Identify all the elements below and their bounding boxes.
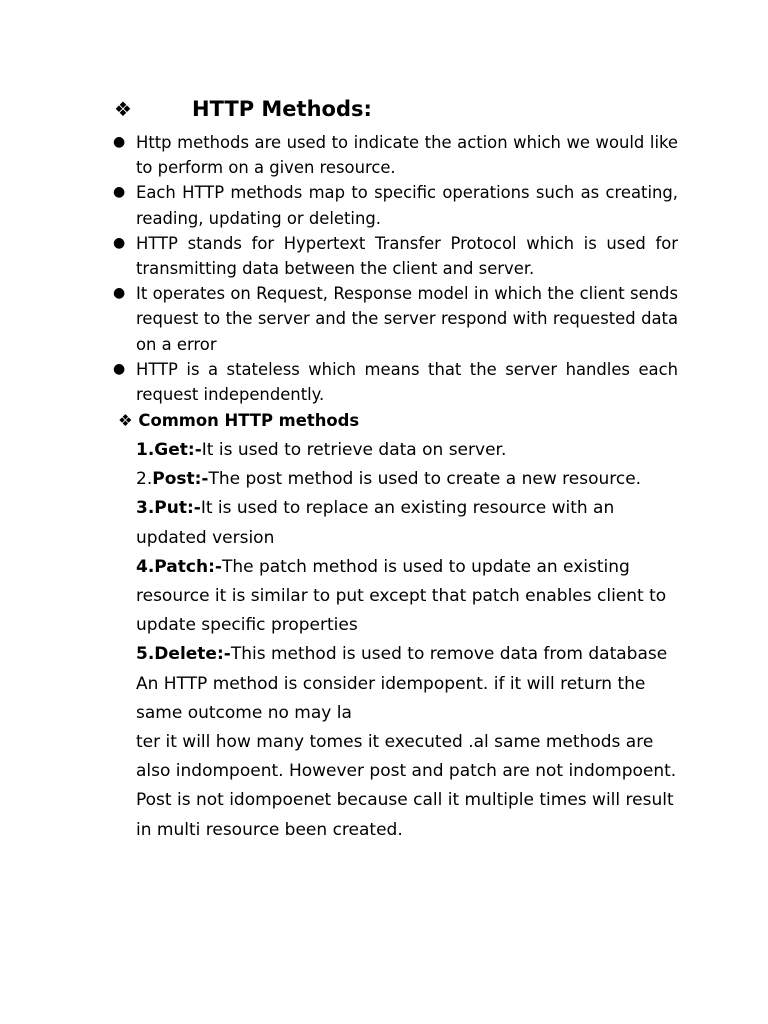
method-number: 5. xyxy=(136,644,155,665)
method-name: Post:- xyxy=(152,469,209,490)
bullet-dot-icon: ● xyxy=(113,184,126,201)
method-number: 2. xyxy=(136,469,153,490)
page-title: HTTP Methods: xyxy=(192,97,372,121)
method-item-patch xyxy=(136,553,681,641)
method-item-post xyxy=(136,465,681,494)
bullet-dot-icon: ● xyxy=(113,360,126,377)
list-item-text: HTTP stands for Hypertext Transfer Protocol which is used for transmitting data between the client and server. xyxy=(136,233,678,279)
section-title: Common HTTP methods xyxy=(138,411,360,430)
method-description: The patch method is used to update an existing resource it is similar to put except that patch enables client to update specific properties xyxy=(136,556,667,636)
method-description: It is used to replace an existing resource with an updated version xyxy=(136,498,615,548)
list-item xyxy=(108,357,678,407)
method-number: 3. xyxy=(136,498,155,519)
bullet-dot-icon: ● xyxy=(113,134,126,150)
method-name: Delete:- xyxy=(154,644,231,665)
method-item-put xyxy=(136,494,681,552)
method-item-delete xyxy=(136,640,681,669)
method-description: The post method is used to create a new resource. xyxy=(208,469,642,490)
method-name: Get:- xyxy=(154,440,202,460)
method-description: This method is used to remove data from database xyxy=(230,644,668,665)
list-item-text: HTTP is a stateless which means that the server handles each request independently. xyxy=(136,359,678,405)
diamond-bullet-icon: ❖ xyxy=(114,97,132,121)
bullet-dot-icon: ● xyxy=(113,285,126,302)
methods-list xyxy=(136,436,681,845)
list-item-text: It operates on Request, Response model in which the client sends request to the server and the server respond with requested data on a error xyxy=(136,284,678,354)
idempotency-note-line1: An HTTP method is consider idempopent. if it will return the same outcome no may la xyxy=(136,673,646,723)
list-item xyxy=(108,281,678,357)
section-heading xyxy=(118,408,359,433)
diamond-bullet-icon: ❖ xyxy=(118,411,133,430)
method-name: Put:- xyxy=(154,498,201,519)
list-item-text: Each HTTP methods map to specific operations such as creating, reading, updating or deleting. xyxy=(136,183,678,228)
list-item-text: Http methods are used to indicate the action which we would like to perform on a given resource. xyxy=(136,133,678,178)
bullet-dot-icon: ● xyxy=(113,234,126,251)
list-item xyxy=(108,180,678,230)
method-name: Patch:- xyxy=(154,556,222,577)
method-item-get xyxy=(136,436,681,465)
page-heading xyxy=(114,95,674,125)
method-number: 1. xyxy=(136,440,155,460)
method-number: 4. xyxy=(136,556,155,577)
bullet-list xyxy=(108,130,678,407)
idempotency-note-line2: ter it will how many tomes it executed .al same methods are also indompoent. However post and patch are not indompoent. Post is not idompoenet because call it multiple times will result in multi resource been created. xyxy=(136,732,677,840)
list-item xyxy=(108,231,678,281)
list-item xyxy=(108,130,678,180)
method-description: It is used to retrieve data on server. xyxy=(201,440,507,460)
